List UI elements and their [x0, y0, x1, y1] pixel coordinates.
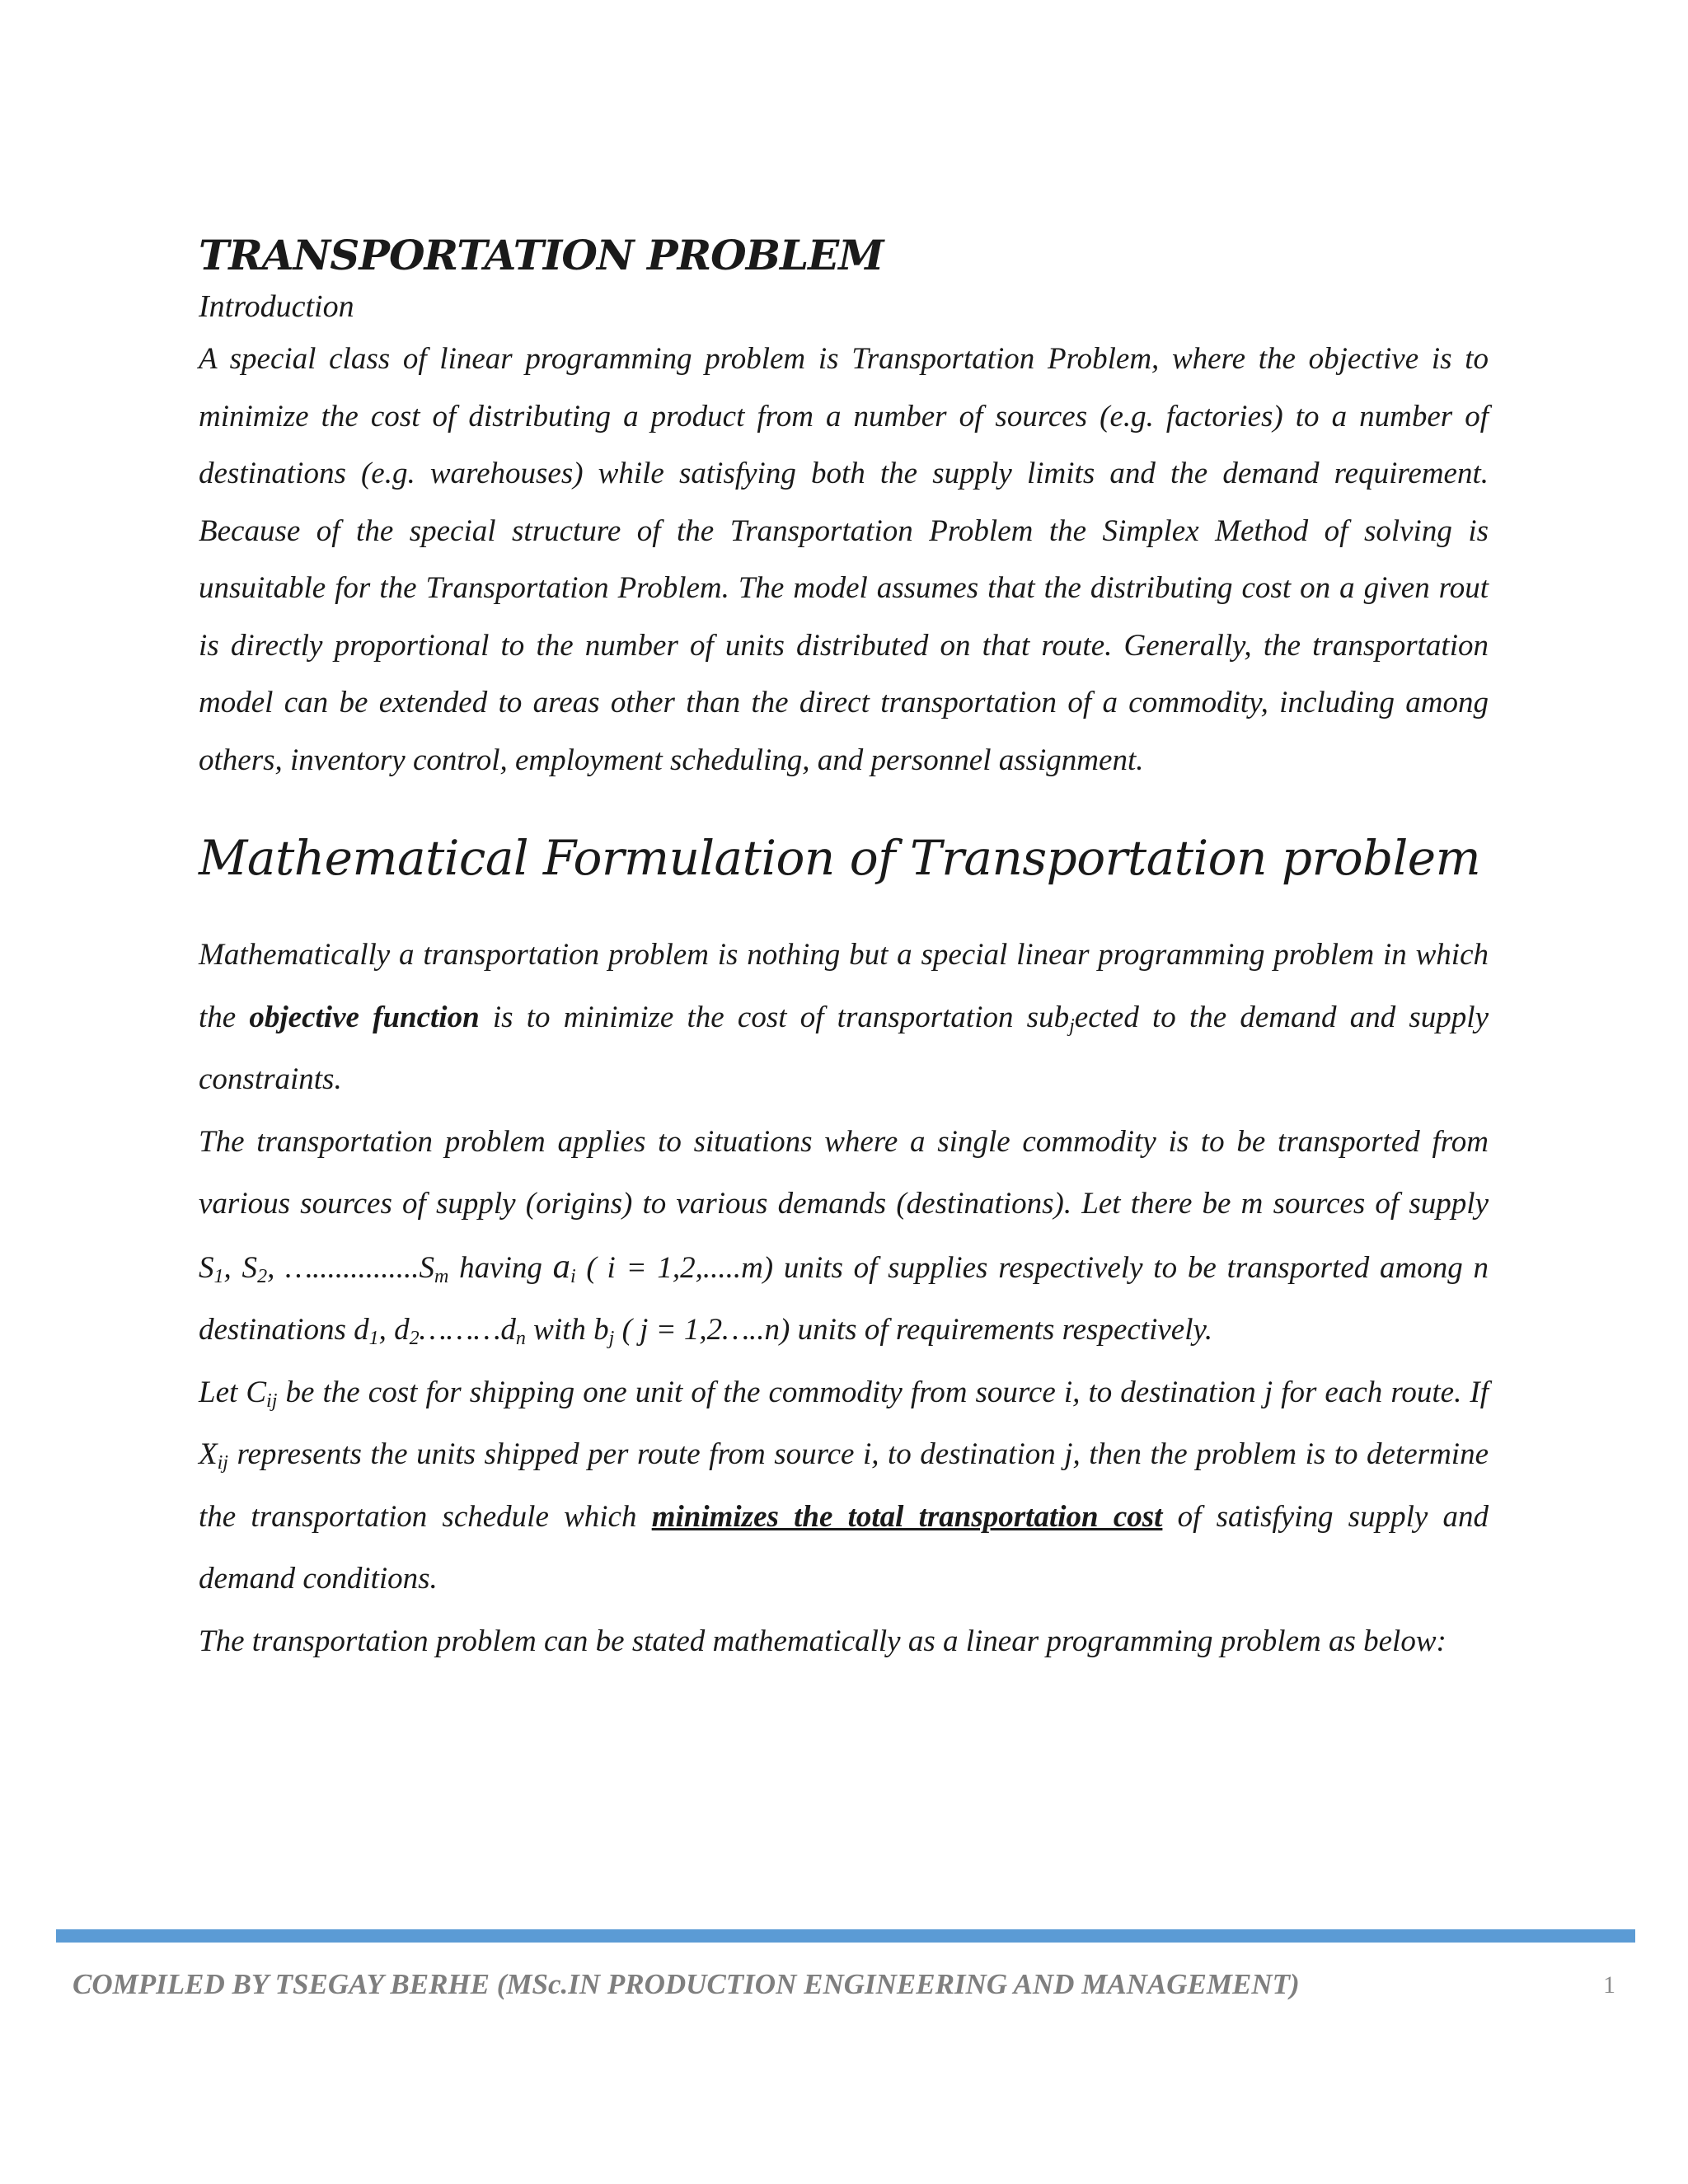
footer-text: COMPILED BY TSEGAY BERHE (MSc.IN PRODUCTION ENGINEERING AND MANAGEMENT) [73, 1968, 1300, 2000]
subscript: j [608, 1328, 615, 1349]
paragraph-definition [199, 924, 1489, 1111]
page-number: 1 [1603, 1971, 1615, 1999]
subscript: i [570, 1265, 576, 1287]
text-run: ( j = 1,2…..n) units of requirements respectively. [614, 1313, 1213, 1347]
page-content [199, 231, 1489, 1672]
bold-term: objective function [249, 1000, 480, 1034]
section-body [199, 924, 1489, 1672]
subscript: 1 [213, 1265, 224, 1287]
text-run: is to minimize the cost of transportation sub [479, 1000, 1070, 1034]
subscript: 2 [257, 1265, 268, 1287]
text-run: ………d [419, 1313, 516, 1347]
text-run: Mathematically a transportation problem is nothing but a special linear programming problem in which the [199, 938, 1489, 1034]
text-run: of satisfying supply and demand conditions. [199, 1499, 1489, 1596]
subscript: m [434, 1265, 449, 1287]
emphasis-underline: minimizes the total transportation cost [651, 1499, 1163, 1534]
subscript: 2 [409, 1328, 420, 1349]
footer-rule [56, 1929, 1635, 1943]
document-title: TRANSPORTATION PROBLEM [199, 231, 884, 279]
text-run: having [448, 1250, 553, 1285]
paragraph-sources [199, 1111, 1489, 1361]
paragraph-statement: The transportation problem can be stated mathematically as a linear programming problem as below: [199, 1624, 1447, 1658]
section-heading: Mathematical Formulation of Transportation problem [199, 830, 1481, 886]
subscript: j [1069, 1015, 1075, 1037]
intro-paragraph: A special class of linear programming problem is Transportation Problem, where the objective is to minimize the cost of distributing a product from a number of sources (e.g. factories) to a number of destinations (e.g. warehouses) while satisfying both the supply limits and the demand requirement. Because of the special structure of the Transportation Problem the Simplex Method of solving is unsuitable for the Transportation Problem. The model assumes that the distributing cost on a given rout is directly proportional to the number of units distributed on that route. Generally, the transportation model can be extended to areas other than the direct transportation of a commodity, including among others, inventory control, employment scheduling, and personnel assignment. [199, 342, 1489, 777]
intro-heading: Introduction [199, 289, 354, 324]
text-run: represents the units shipped per route from source i, to destination j, then the problem is to determine the transportation schedule which [199, 1437, 1489, 1534]
subscript: 1 [368, 1328, 379, 1349]
text-run: with b [525, 1313, 609, 1347]
text-run: , …..............S [267, 1250, 435, 1285]
text-run: be the cost for shipping one unit of the commodity from source i, to destination j for each route. If X [199, 1375, 1489, 1471]
subscript: ij [266, 1390, 278, 1412]
subscript: n [515, 1328, 526, 1349]
text-run: , d [378, 1313, 410, 1347]
paragraph-cost [199, 1361, 1489, 1610]
text-run: Let C [199, 1375, 267, 1409]
text-run: ( i = 1,2,.....m) units of supplies respectively to be transported among n destinations d [199, 1250, 1489, 1347]
text-run: The transportation problem applies to situations where a single commodity is to be transported from various sources of supply (origins) to various demands (destinations). Let there be m sources of supply S [199, 1124, 1489, 1285]
subscript: ij [217, 1452, 228, 1474]
text-run: ected to the demand and supply constraints. [199, 1000, 1489, 1096]
text-run: , S [223, 1250, 258, 1285]
symbol-a: a [552, 1246, 570, 1286]
